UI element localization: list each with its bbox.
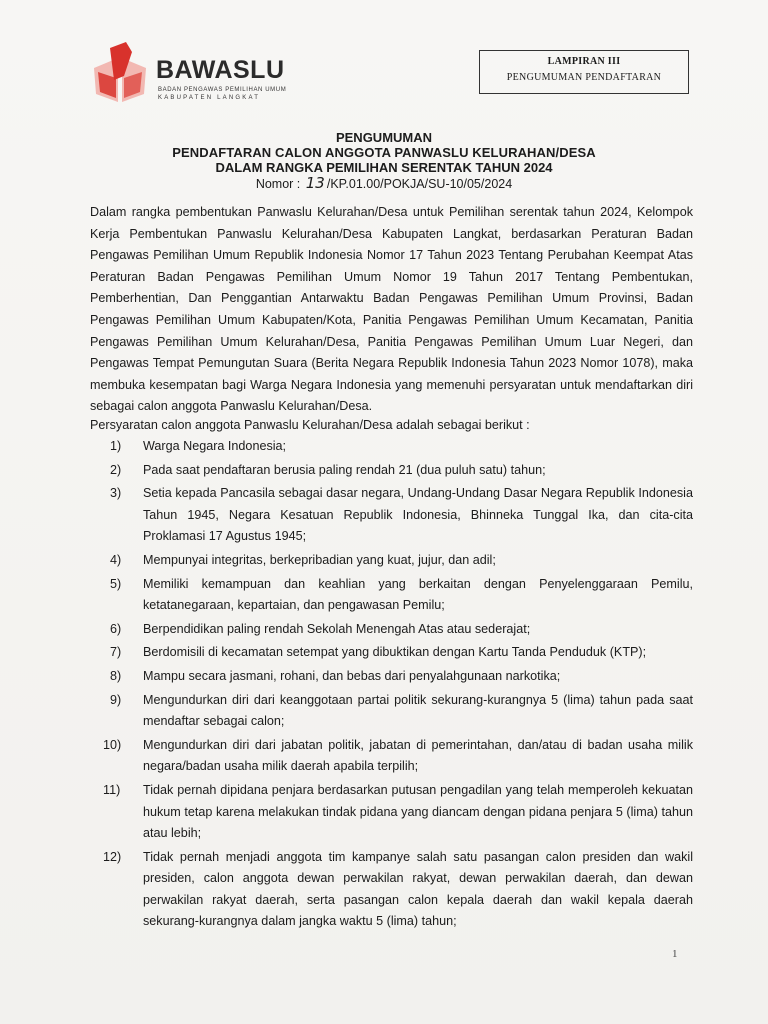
opening-paragraph: Dalam rangka pembentukan Panwaslu Kelurahan/Desa untuk Pemilihan serentak tahun 2024, Kelompok Kerja Pembentukan Panwaslu Kelurahan/Desa Kabupaten Langkat, berdasarkan Peraturan Badan Pengawas Pemilihan Umum Republik Indonesia Nomor 17 Tahun 2023 Tentang Perubahan Keempat Atas Peraturan Badan Pengawas Pemilihan Umum Nomor 19 Tahun 2017 Tentang Pembentukan, Pemberhentian, Dan Penggantian Antarwaktu Badan Pengawas Pemilihan Umum Provinsi, Badan Pengawas Pemilihan Umum Kabupaten/Kota, Panitia Pengawas Pemilihan Umum Kecamatan, Panitia Pengawas Pemilihan Umum Kelurahan/Desa, Panitia Pengawas Pemilihan Umum Luar Negeri, dan Pengawas Tempat Pemungutan Suara (Berita Negara Republik Indonesia Tahun 2023 Nomor 1078), maka membuka kesempatan bagi Warga Negara Indonesia yang memenuhi persyaratan untuk mendaftarkan diri sebagai calon anggota Panwaslu Kelurahan/Desa. [90,205,693,414]
requirement-number: 1) [110,439,122,453]
logo-subtitle: BADAN PENGAWAS PEMILIHAN UMUM [158,87,287,93]
requirement-item [90,847,693,933]
requirement-number: 8) [110,668,122,683]
requirement-number: 2) [110,462,122,477]
bawaslu-logo [88,42,298,114]
requirement-text: Pada saat pendaftaran berusia paling rendah 21 (dua puluh satu) tahun; [143,462,546,477]
document-title: PENGUMUMAN [335,130,433,145]
requirement-number: 11) [103,782,121,797]
nomor-code: /KP.01.00/POKJA/SU-10/05/2024 [326,177,513,191]
requirement-text: Mengundurkan diri dari jabatan politik, jabatan di pemerintahan, dan/atau di badan usaha milik negara/badan usaha milik daerah apabila terpilih; [143,737,693,774]
requirement-item [90,666,693,688]
requirement-item [90,460,693,482]
requirement-text: Tidak pernah dipidana penjara berdasarkan putusan pengadilan yang telah memperoleh kekuatan hukum tetap karena melakukan tindak pidana yang diancam dengan pidana penjara 5 (lima) tahun atau lebih; [143,782,693,841]
requirement-text: Tidak pernah menjadi anggota tim kampanye salah satu pasangan calon presiden dan wakil presiden, calon anggota dewan perwakilan rakyat, dewan perwakilan daerah, dan dewan perwakilan rakyat daerah, serta pasangan calon kepala daerah dan wakil kepala daerah sekurang-kurangnya dalam jangka waktu 5 (lima) tahun; [143,849,693,929]
requirement-number: 10) [103,737,122,752]
requirement-item [90,436,693,458]
lampiran-box [479,50,689,94]
requirement-item [90,550,693,572]
logo-region: KABUPATEN LANGKAT [158,95,261,101]
requirement-number: 4) [110,552,122,567]
requirement-item [90,642,693,664]
requirement-item [90,735,693,778]
requirement-text: Mempunyai integritas, berkepribadian yang kuat, jujur, dan adil; [143,552,496,567]
requirement-text: Mampu secara jasmani, rohani, dan bebas dari penyalahgunaan narkotika; [143,668,561,683]
requirement-text: Mengundurkan diri dari keanggotaan partai politik sekurang-kurangnya 5 (lima) tahun pada saat mendaftar sebagai calon; [143,692,693,729]
requirement-text: Berpendidikan paling rendah Sekolah Menengah Atas atau sederajat; [143,621,531,636]
requirements-intro: Persyaratan calon anggota Panwaslu Kelurahan/Desa adalah sebagai berikut : [90,418,530,432]
requirement-number: 6) [110,621,122,636]
requirement-item [90,780,693,845]
requirement-number: 12) [103,849,122,864]
requirement-text: Berdomisili di kecamatan setempat yang dibuktikan dengan Kartu Tanda Penduduk (KTP); [143,645,647,660]
requirement-number: 9) [110,692,122,707]
nomor-label: Nomor : [255,177,301,191]
requirement-item [90,690,693,733]
nomor-handwritten: 13 [305,174,325,192]
requirement-number: 5) [110,576,122,591]
requirement-number: 7) [110,645,122,660]
document-subtitle-2: DALAM RANGKA PEMILIHAN SERENTAK TAHUN 2024 [215,160,553,175]
requirement-number: 3) [110,486,122,501]
bawaslu-emblem-icon [88,42,152,114]
requirement-text: Memiliki kemampuan dan keahlian yang berkaitan dengan Penyelenggaraan Pemilu, ketatanegaraan, kepartaian, dan pengawasan Pemilu; [143,576,693,613]
logo-wordmark: BAWASLU [156,56,285,84]
lampiran-subject: PENGUMUMAN PENDAFTARAN [506,72,662,83]
document-subtitle-1: PENDAFTARAN CALON ANGGOTA PANWASLU KELURAHAN/DESA [172,145,596,160]
requirement-text: Setia kepada Pancasila sebagai dasar negara, Undang-Undang Dasar Negara Republik Indonesia Tahun 1945, Negara Kesatuan Republik Indonesia, Bhinneka Tunggal Ika, dan cita-cita Proklamasi 17 Agustus 1945; [143,486,693,544]
page-number: 1 [672,948,678,960]
requirement-item [90,483,693,548]
requirement-item [90,619,693,641]
requirement-text: Warga Negara Indonesia; [143,439,287,453]
lampiran-label: LAMPIRAN III [547,56,621,67]
document-number [0,174,768,192]
requirement-item [90,574,693,617]
requirements-list [90,436,693,935]
